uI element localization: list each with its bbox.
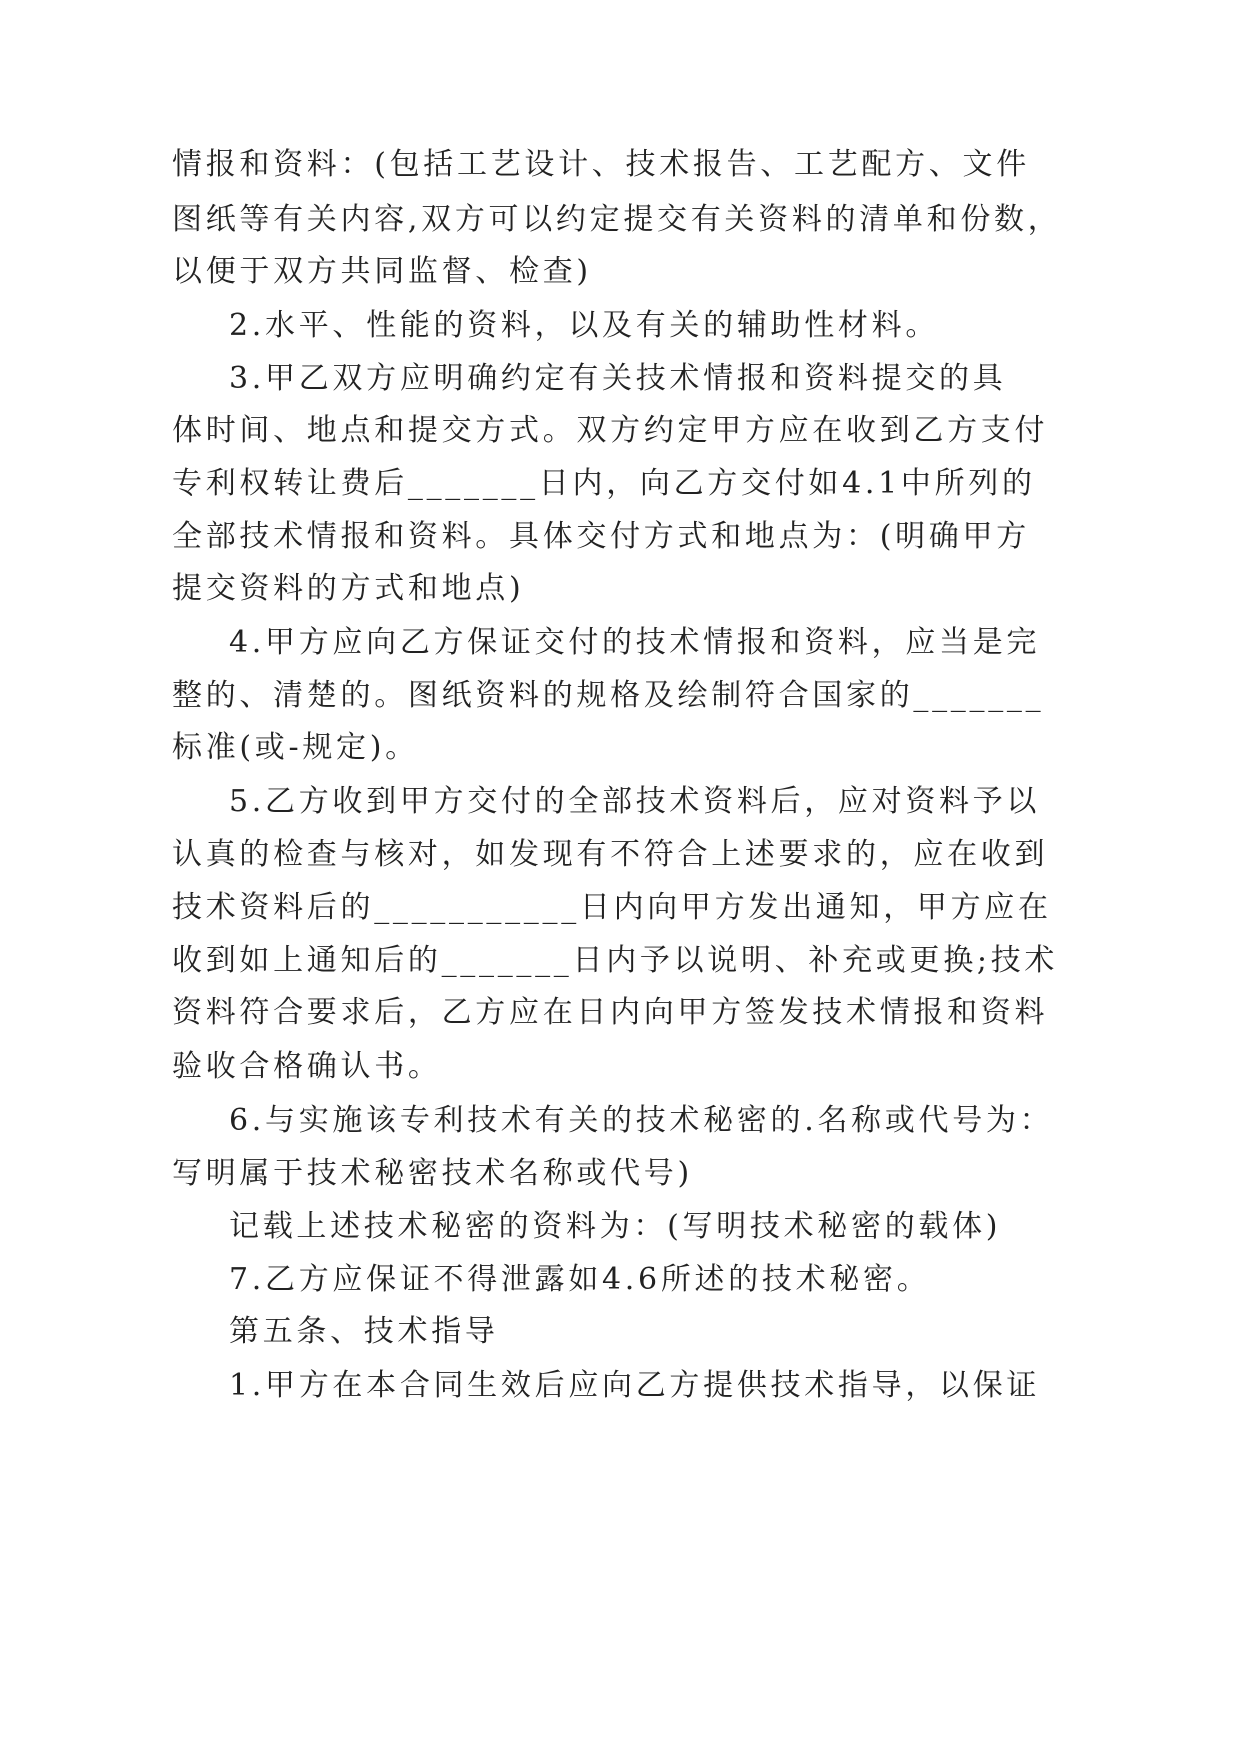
body-text-line: 7.乙方应保证不得泄露如4.6所述的技术秘密。 (229, 1262, 931, 1297)
body-text-line: 技术资料后的___________日内向甲方发出通知，甲方应在 (172, 890, 1052, 925)
body-text-line: 1.甲方在本合同生效后应向乙方提供技术指导，以保证 (229, 1368, 1041, 1403)
body-text-line: 写明属于技术秘密技术名称或代号) (172, 1156, 693, 1191)
body-text-line: 情报和资料：(包括工艺设计、技术报告、工艺配方、文件 (172, 147, 1030, 182)
body-text-line: 体时间、地点和提交方式。双方约定甲方应在收到乙方支付 (172, 413, 1049, 448)
body-text-line: 以便于双方共同监督、检查) (172, 254, 592, 289)
body-text-line: 2.水平、性能的资料，以及有关的辅助性材料。 (229, 308, 940, 343)
body-text-line: 3.甲乙双方应明确约定有关技术情报和资料提交的具 (229, 361, 1007, 396)
body-text-line: 资料符合要求后，乙方应在日内向甲方签发技术情报和资料 (172, 995, 1049, 1030)
body-text-line: 6.与实施该专利技术有关的技术秘密的.名称或代号为： (229, 1103, 1054, 1138)
section-heading: 第五条、技术指导 (229, 1314, 499, 1349)
body-text-line: 验收合格确认书。 (172, 1049, 442, 1084)
body-text-line: 全部技术情报和资料。具体交付方式和地点为：(明确甲方 (172, 519, 1030, 554)
body-text-line: 记载上述技术秘密的资料为：(写明技术秘密的载体) (229, 1209, 1002, 1244)
body-text-line: 专利权转让费后_______日内，向乙方交付如4.1中所列的 (172, 466, 1036, 501)
body-text-line: 提交资料的方式和地点) (172, 571, 525, 606)
body-text-line: 标准(或-规定)。 (172, 730, 419, 765)
body-text-line: 认真的检查与核对，如发现有不符合上述要求的，应在收到 (172, 837, 1049, 872)
body-text-line: 收到如上通知后的_______日内予以说明、补充或更换;技术 (172, 943, 1059, 978)
body-text-line: 4.甲方应向乙方保证交付的技术情报和资料，应当是完 (229, 625, 1041, 660)
body-text-line: 图纸等有关内容,双方可以约定提交有关资料的清单和份数， (172, 202, 1062, 237)
body-text-line: 整的、清楚的。图纸资料的规格及绘制符合国家的_______ (172, 678, 1045, 713)
body-text-line: 5.乙方收到甲方交付的全部技术资料后，应对资料予以 (229, 784, 1041, 819)
